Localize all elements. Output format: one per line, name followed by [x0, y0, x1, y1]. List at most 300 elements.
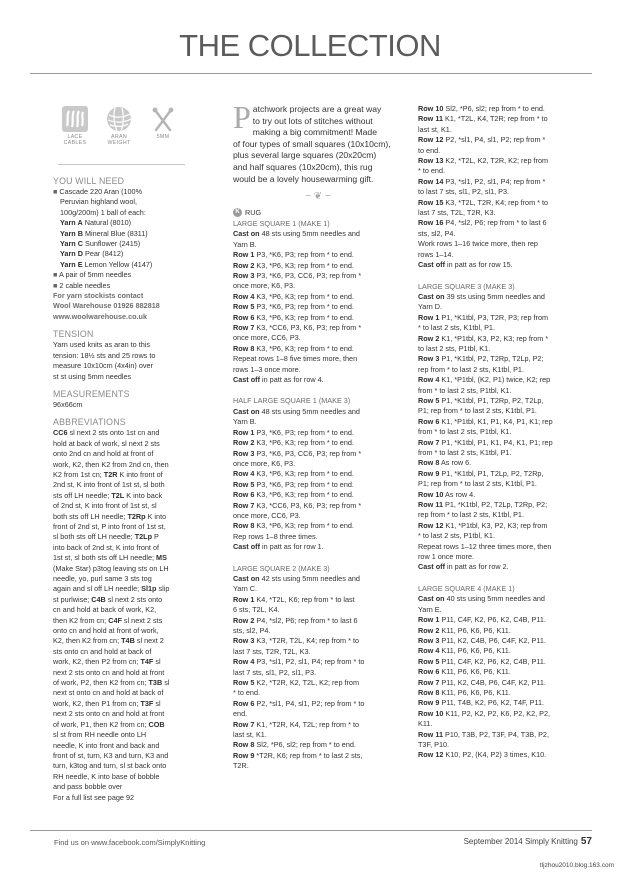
line-label: Row 5	[418, 656, 440, 666]
pattern-line	[418, 479, 590, 489]
line-text: (Make Star) p3tog leaving sts on LH	[53, 563, 169, 573]
line-text: sl	[153, 657, 161, 667]
pattern-line	[233, 480, 403, 490]
line-label: Row 11	[418, 114, 443, 124]
pattern-line	[418, 448, 590, 458]
line-label: Row 8	[233, 343, 255, 353]
pattern-line	[233, 459, 403, 469]
line-text: K3, *T2L, T2R, K4; rep from * to	[443, 197, 549, 207]
pattern-line	[418, 427, 590, 437]
line-text: K3, *P6, K3; rep from * to end.	[254, 438, 354, 448]
line-text: 39 sts using 5mm needles and	[444, 291, 545, 301]
line-label: Cast off	[418, 260, 445, 270]
line-label: Row 9	[233, 750, 255, 760]
line-label: Row 1	[233, 594, 255, 604]
pattern-line	[53, 584, 191, 594]
line-text: next st onto cn and hold at back of	[53, 688, 164, 698]
line-label: Row 1	[418, 615, 440, 625]
pattern-line	[418, 146, 590, 156]
line-text: of work, P2, then K2 from cn;	[53, 678, 149, 688]
line-text: needle, K into front and back and	[53, 740, 160, 750]
line-label: Row 3	[418, 354, 440, 364]
icon-label: LACE	[67, 134, 83, 140]
yarn-line: Peruvian highland wool,	[60, 197, 137, 207]
icon-group-yarn	[102, 106, 136, 156]
line-text: K1, *P1tbl, K1, P1, K4, P1, K1; rep	[439, 416, 553, 426]
line-label: Row 12	[418, 135, 444, 145]
pattern-line	[53, 491, 191, 501]
line-text: sts off LH needle;	[53, 490, 112, 500]
line-text: P1, *K1tbl, P3, T2R, P3; rep from	[439, 312, 549, 322]
line-text: rows 1–3 once more.	[233, 364, 301, 374]
pattern-line	[53, 532, 191, 542]
pattern-line	[418, 114, 590, 124]
line-label: CC6	[53, 428, 68, 438]
line-text: then K2 from cn;	[53, 615, 109, 625]
lace-cables-icon	[62, 106, 88, 132]
line-label: T2R	[103, 469, 118, 479]
pattern-line	[233, 501, 403, 511]
line-text: K2, *T2L, K2, T2R, K2; rep from	[443, 156, 549, 166]
pattern-line	[233, 302, 403, 312]
line-text: hold at back of work, sl next 2 sts	[53, 438, 160, 448]
line-text: P1, *K1tbl, P1, T2Lp, P2, T2Rp,	[439, 468, 544, 478]
pattern-line	[418, 417, 590, 427]
pattern-line	[233, 668, 403, 678]
line-text: For a full list see page 92	[53, 792, 135, 802]
pattern-line	[233, 449, 403, 459]
line-label: T4B	[121, 636, 135, 646]
line-label: Row 6	[418, 667, 440, 677]
pattern-line	[53, 564, 191, 574]
pattern-line	[418, 542, 590, 552]
line-text: P3, *K6, P3; rep from * to end.	[254, 479, 354, 489]
title-divider	[30, 73, 592, 74]
line-label: Cast off	[233, 542, 260, 552]
pattern-line	[53, 449, 191, 459]
pattern-line	[418, 438, 590, 448]
line-text: Sl2, *P6, sl2; rep from * to end.	[254, 740, 356, 750]
line-text: P1, *K1tbl, P1, K1, P4, K1, P1; rep	[439, 437, 553, 447]
line-label: Cast on	[233, 406, 260, 416]
pattern-line	[53, 730, 191, 740]
pattern-line	[53, 699, 191, 709]
page-title: THE COLLECTION	[179, 28, 441, 63]
pattern-line	[418, 719, 590, 729]
line-label: T2Lp	[134, 532, 153, 542]
pattern-line	[418, 260, 590, 270]
line-text: sl next 2 sts	[121, 615, 163, 625]
line-text: P3, *K6, P3, CC6, P3; rep from *	[254, 271, 362, 280]
pattern-line	[233, 542, 403, 552]
knit-badge-icon: K	[233, 208, 242, 217]
line-text: next 2 sts onto cn and hold at front	[53, 667, 165, 677]
pattern-line	[233, 709, 403, 719]
line-text: K3, *P6, K3; rep from * to end.	[254, 343, 354, 353]
line-label: Row 5	[233, 678, 255, 688]
line-text: P2, *sl1, P4, sl1, P2; rep from *	[443, 135, 546, 145]
line-text: K4, *T2L, K6; rep from * to last	[254, 594, 355, 604]
pattern-line	[418, 615, 590, 625]
pattern-line	[233, 647, 403, 657]
line-text: K3, *CC6, P3, K6, P3; rep from *	[254, 500, 362, 510]
line-label: Row 7	[233, 719, 255, 729]
line-text: T2R.	[233, 761, 249, 771]
line-text: 1st st, sl both sts off LH needle;	[53, 553, 157, 563]
line-text: 2nd st, K into front of 1st st, sl both	[53, 480, 165, 490]
line-text: to last 2 sts, P1tbl, K1.	[418, 343, 491, 353]
line-label: MS	[156, 553, 167, 563]
line-label: T4F	[140, 657, 154, 667]
pattern-line	[418, 208, 590, 218]
line-text: once more, CC6, P3.	[233, 510, 301, 520]
line-label: Row 8	[233, 740, 255, 750]
needles-item: ■ A pair of 5mm needles	[53, 270, 132, 280]
section-gap	[418, 573, 590, 584]
pattern-line	[53, 595, 191, 605]
line-label: Row 9	[418, 698, 440, 708]
pattern-line	[53, 720, 191, 730]
tension-text: Yarn used knits as aran to this	[53, 340, 150, 350]
pattern-line	[418, 166, 590, 176]
line-label: C4B	[91, 594, 106, 604]
intro-line: atchwork projects are a great way	[252, 104, 382, 114]
pattern-line	[418, 605, 590, 615]
intro-line: and half squares (10x20cm), this rug	[233, 161, 373, 172]
line-text: onto cn and hold at front of work,	[53, 626, 159, 636]
line-text: *T2R, K6; rep from * to last 2 sts,	[254, 750, 363, 760]
line-text: of 2nd st, K into front of 1st st, sl	[53, 501, 157, 511]
measurements-value: 96x66cm	[53, 399, 83, 409]
line-text: As row 6.	[439, 458, 472, 468]
pattern-line	[233, 417, 403, 427]
line-text: P11, K2, C4B, P6, C4F, K2, P11.	[439, 677, 546, 687]
line-text: P11, C4F, K2, P6, K2, C4B, P11.	[439, 656, 546, 666]
line-label: Cast off	[418, 562, 445, 572]
line-label: Cast on	[233, 229, 260, 239]
pattern-line	[418, 313, 590, 323]
pattern-line	[233, 261, 403, 271]
line-text: Repeat rows 1–12 three times more, then	[418, 541, 552, 551]
line-text: sl	[162, 678, 170, 688]
line-text: 48 sts using 5mm needles and	[259, 229, 360, 239]
line-text: Rep rows 1–8 three times.	[233, 531, 318, 541]
line-text: from * to last 2 sts, P1tbl, K1.	[418, 427, 512, 437]
line-text: Yarn B.	[233, 239, 257, 249]
icon-label: WEIGHT	[107, 140, 131, 146]
line-text: both sts off LH needle;	[53, 511, 128, 521]
line-text: front of 2nd st, P into front of 1st st,	[53, 521, 166, 531]
section-heading: LARGE SQUARE 4 (MAKE 1)	[418, 583, 515, 593]
pattern-line	[53, 709, 191, 719]
line-text: 42 sts using 5mm needles and	[259, 573, 360, 583]
pattern-line	[418, 292, 590, 302]
pattern-line	[418, 156, 590, 166]
pattern-column-2	[418, 104, 590, 761]
line-text: row 1 once more.	[418, 552, 475, 562]
line-text: last 7 sts, sl1, P2, sl1, P3.	[233, 667, 317, 677]
icon-label: CABLES	[63, 140, 87, 146]
pattern-line	[233, 333, 403, 343]
line-text: once more, K6, P3.	[233, 281, 296, 291]
line-text: into back of 2nd st, K into front of	[53, 542, 159, 552]
line-text: P1, *K1tbl, P2, T2Lp, T2Rp, P2;	[442, 500, 548, 510]
line-label: T3F	[140, 698, 154, 708]
pattern-line	[233, 740, 403, 750]
pattern-line	[233, 365, 403, 375]
line-label: Row 1	[233, 427, 255, 437]
line-text: once more, K6, P3.	[233, 458, 296, 468]
line-label: Row 5	[233, 302, 255, 312]
line-label: Row 8	[418, 687, 440, 697]
line-text: from * to last 2 sts, K1tbl, P1.	[418, 448, 512, 457]
pattern-line	[418, 750, 590, 760]
line-text: of work, P1, then K2 from cn;	[53, 719, 149, 729]
icon-label: 5MM	[156, 134, 170, 140]
line-text: K11, P6, K6, P6, K11.	[439, 687, 511, 697]
line-text: K1, *T2L, K4, T2R; rep from * to	[442, 114, 548, 124]
line-text: Yarn E.	[418, 604, 442, 614]
line-text: K11, P6, K6, P6, K11.	[439, 667, 511, 677]
icons-divider	[58, 164, 185, 165]
pattern-line	[418, 521, 590, 531]
pattern-line	[233, 490, 403, 500]
pattern-line	[418, 698, 590, 708]
pattern-line	[418, 657, 590, 667]
line-label: Row 11	[418, 500, 443, 510]
pattern-line	[53, 751, 191, 761]
line-text: st purlwise;	[53, 594, 92, 604]
line-text: 40 sts using 5mm needles and	[444, 594, 545, 604]
pattern-line	[418, 458, 590, 468]
line-text: * to end.	[233, 688, 261, 698]
pattern-line	[233, 574, 403, 584]
line-text: As row 4.	[443, 489, 476, 499]
line-text: cn and hold at back of work, K2,	[53, 605, 157, 615]
line-label: T2L	[111, 490, 125, 500]
pattern-column-1	[233, 99, 403, 772]
facebook-link[interactable]: Find us on www.facebook.com/SimplyKnitting	[54, 838, 206, 847]
line-label: Row 2	[233, 260, 255, 270]
stockists-link[interactable]: www.woolwarehouse.co.uk	[53, 311, 147, 321]
pattern-line	[53, 793, 191, 803]
line-text: K1, *P1tbl, (K2, P1) twice, K2; rep	[439, 375, 551, 385]
pattern-line	[418, 490, 590, 500]
pattern-line	[233, 616, 403, 626]
line-text: K3, *P6, K3; rep from * to end.	[254, 469, 354, 479]
line-text: K2 from 1st cn;	[53, 469, 104, 479]
line-text: K3, *P6, K3; rep from * to end.	[254, 291, 354, 301]
line-text: K2, *T2R, K2, T2L, K2; rep from	[254, 678, 359, 688]
line-text: K into	[145, 511, 167, 521]
line-text: Yarn D.	[418, 302, 443, 312]
pattern-line	[418, 177, 590, 187]
tension-text: measure 10x10cm (4x4in) over	[53, 361, 153, 371]
line-label: Row 4	[418, 375, 440, 385]
line-text: sl both sts off LH needle;	[53, 532, 135, 542]
pattern-line	[53, 741, 191, 751]
line-text: K3, *P6, K3; rep from * to end.	[254, 521, 354, 531]
line-label: Row 8	[418, 458, 440, 468]
line-text: to last 7 sts, sl1, P2, sl1, P3.	[418, 187, 510, 197]
line-label: Row 15	[418, 197, 444, 207]
line-text: P11, K2, C4B, P6, C4F, K2, P11.	[439, 635, 546, 645]
pattern-line	[233, 657, 403, 667]
pattern-line	[418, 552, 590, 562]
line-text: work, K2, then K2 from 2nd cn, then	[53, 459, 169, 469]
pattern-line	[418, 187, 590, 197]
line-label: Row 6	[233, 698, 255, 708]
line-label: Row 5	[233, 479, 255, 489]
pattern-line	[233, 521, 403, 531]
icon-group-lace	[58, 106, 92, 156]
pattern-line	[233, 469, 403, 479]
pattern-line	[418, 396, 590, 406]
line-label: Cast on	[233, 573, 260, 583]
line-text: K11.	[418, 719, 433, 729]
line-text: Yarn C.	[233, 584, 258, 594]
needles-icon	[150, 106, 176, 132]
line-text: P1, *K1tbl, P2, T2Rp, T2Lp, P2;	[439, 354, 544, 364]
abbreviations-list	[53, 428, 191, 803]
pattern-line	[418, 250, 590, 260]
line-text: turn, k3tog and turn, sl st back onto	[53, 761, 167, 771]
icon-label: ARAN	[111, 134, 127, 140]
line-label: T3B	[148, 678, 163, 688]
line-label: C4F	[108, 615, 122, 625]
line-text: Repeat rows 1–8 five times more, then	[233, 354, 358, 364]
pattern-line	[418, 125, 590, 135]
pattern-line	[53, 647, 191, 657]
line-text: K3, *CC6, P3, K6, P3; rep from *	[254, 323, 362, 333]
pattern-line	[53, 543, 191, 553]
tension-heading: TENSION	[53, 329, 94, 340]
pattern-line	[53, 668, 191, 678]
line-text: P3, *K6, P3, CC6, P3; rep from *	[254, 448, 362, 458]
pattern-line	[233, 626, 403, 636]
yarn-c: Yarn C Sunflower (2415)	[60, 239, 141, 249]
line-label: Row 1	[418, 312, 440, 322]
line-label: Row 2	[418, 333, 440, 343]
line-text: K11, P6, K6, P6, K11.	[439, 646, 511, 656]
line-text: P4, *sl2, P6; rep from * to last 6	[443, 218, 547, 228]
pattern-line	[418, 229, 590, 239]
line-text: 6 sts, T2L, K4.	[233, 605, 280, 615]
pattern-line	[233, 240, 403, 250]
cable-needles-item: ■ 2 cable needles	[53, 280, 111, 290]
page-number: 57	[580, 836, 592, 847]
line-text: again and sl off LH needle;	[53, 584, 142, 594]
pattern-line	[418, 198, 590, 208]
intro-line: making a big commitment! Made	[252, 127, 377, 138]
pattern-line	[418, 562, 590, 572]
line-label: Row 16	[418, 218, 444, 228]
line-text: P1; rep from * to last 2 sts, K1tbl, P1.	[418, 479, 537, 489]
intro-paragraph	[233, 99, 403, 185]
line-label: Row 10	[418, 489, 444, 499]
line-text: in patt as for row 15.	[445, 260, 513, 270]
line-label: Row 4	[233, 291, 255, 301]
line-text: once more, CC6, P3.	[233, 333, 301, 343]
pattern-line	[233, 532, 403, 542]
line-label: Row 4	[233, 469, 255, 479]
intro-line: to try out lots of stitches without	[252, 115, 373, 126]
line-text: P3, *K6, P3; rep from * to end.	[254, 302, 354, 312]
intro-line: would be a lovely housewarming gift.	[233, 173, 374, 184]
you-will-need-heading: YOU WILL NEED	[53, 176, 125, 186]
pattern-line	[233, 511, 403, 521]
line-text: K2, then K2 from cn;	[53, 636, 122, 646]
yarn-b: Yarn B Mineral Blue (8311)	[60, 228, 148, 238]
pattern-line	[233, 761, 403, 771]
line-text: Sl2, *P6, sl2; rep from * to end.	[443, 104, 545, 113]
pattern-line	[418, 469, 590, 479]
pattern-line	[233, 292, 403, 302]
pattern-line	[53, 512, 191, 522]
pattern-line	[233, 720, 403, 730]
line-label: Cast on	[418, 291, 445, 301]
line-label: Row 3	[418, 635, 440, 645]
line-text: work, K2, then P2 from cn;	[53, 657, 141, 667]
line-label: Row 4	[233, 657, 255, 667]
line-text: next 2 sts onto cn and hold at front	[53, 709, 165, 719]
pattern-line	[418, 510, 590, 520]
project-icons	[58, 106, 183, 156]
line-label: Row 7	[418, 677, 440, 687]
pattern-line	[53, 428, 191, 438]
pattern-line	[53, 522, 191, 532]
line-text: to end.	[418, 145, 441, 155]
line-text: T3F, P10.	[418, 739, 450, 749]
pattern-line	[53, 501, 191, 511]
line-label: Row 14	[418, 176, 444, 186]
intro-line: plus several large squares (20x20cm)	[233, 150, 377, 161]
pattern-line	[53, 605, 191, 615]
pattern-line	[418, 406, 590, 416]
line-text: * to end.	[418, 166, 446, 176]
line-label: Row 12	[418, 750, 444, 760]
pattern-line	[418, 135, 590, 145]
section-heading: LARGE SQUARE 1 (MAKE 1)	[233, 218, 330, 228]
line-label: Row 7	[418, 437, 440, 447]
line-label: COB	[148, 719, 165, 729]
pattern-line	[233, 323, 403, 333]
line-text: * to last 2 sts, K1tbl, P1.	[418, 323, 495, 333]
line-text: sl	[153, 698, 161, 708]
yarn-line: ■ Cascade 220 Aran (100%	[53, 187, 143, 196]
line-label: Row 3	[233, 271, 255, 280]
section-heading: LARGE SQUARE 3 (MAKE 3)	[418, 281, 515, 291]
pattern-line	[53, 688, 191, 698]
pattern-line	[418, 594, 590, 604]
line-text: K1, *P1tbl, K3, P2, K3; rep from *	[439, 333, 549, 343]
line-label: Cast off	[233, 375, 260, 385]
line-text: K1, *P1tbl, K3, P2, K3; rep from	[443, 520, 548, 530]
line-label: Row 2	[233, 438, 255, 448]
line-text: sts, sl2, P4.	[233, 626, 271, 635]
pattern-line	[418, 365, 590, 375]
line-text: K11, P6, K6, P6, K11.	[439, 625, 511, 635]
section-gap	[418, 271, 590, 282]
pattern-line	[53, 636, 191, 646]
pattern-lines-col2	[233, 219, 403, 772]
footer-issue: September 2014 Simply Knitting 57	[463, 836, 592, 847]
section-gap	[233, 385, 403, 396]
pattern-line	[418, 636, 590, 646]
line-text: P3, *sl1, P2, sl1, P4; rep from * to	[254, 657, 365, 667]
line-text: K into back	[124, 490, 163, 500]
pattern-line	[233, 344, 403, 354]
